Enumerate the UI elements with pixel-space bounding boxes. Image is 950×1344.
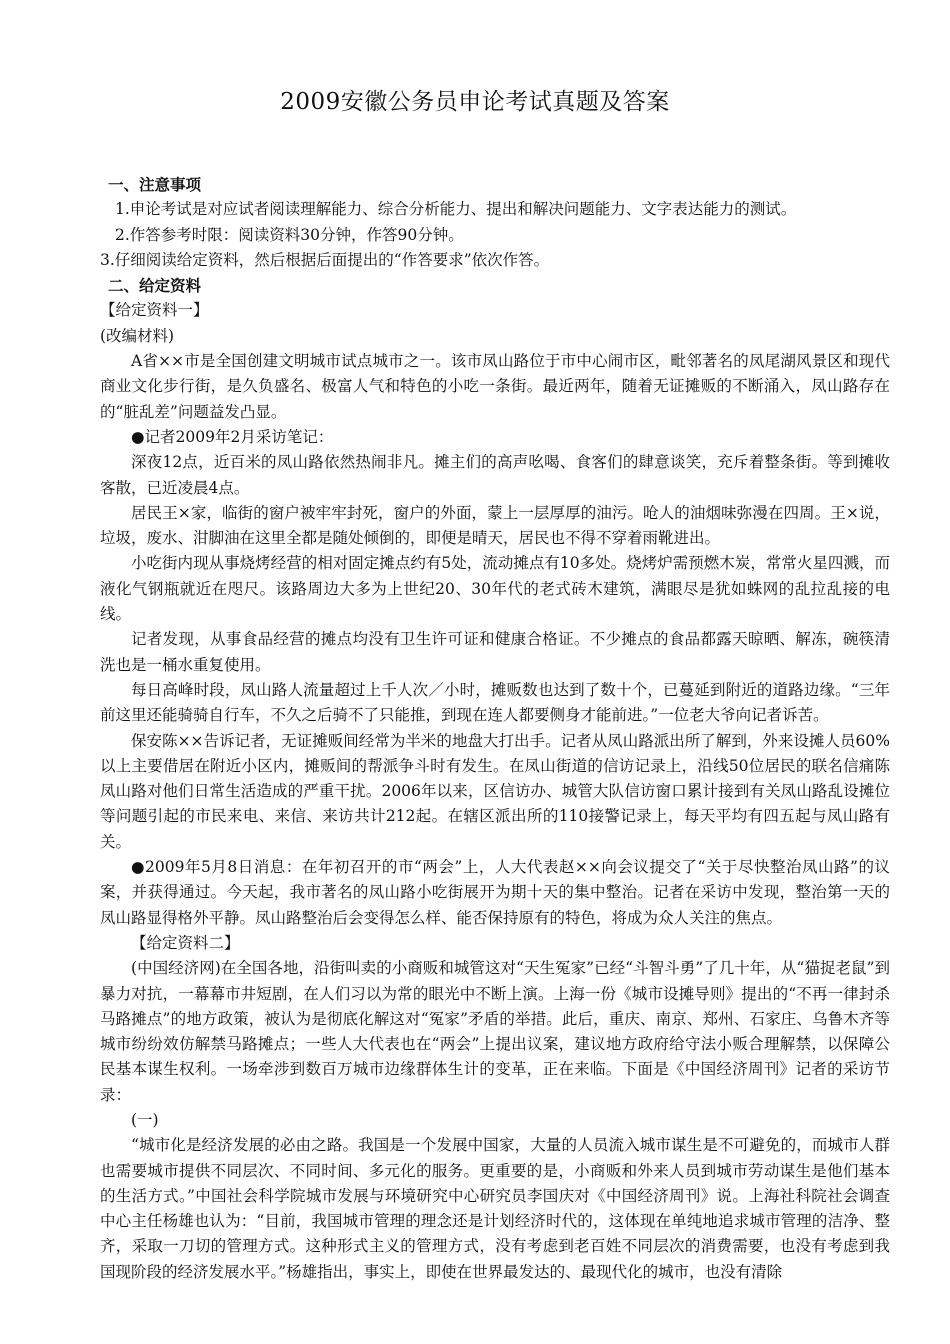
- material-1-paragraph: 每日高峰时段，凤山路人流量超过上千人次／小时，摊贩数也达到了数十个，已蔓延到附近的道路边缘。“三年前这里还能骑骑自行车，不久之后骑不了只能推，到现在连人都要侧身才能前进。”一位老大爷向记者诉苦。: [100, 680, 890, 725]
- notes-item-3: 3.仔细阅读给定资料，然后根据后面提出的“作答要求”依次作答。: [100, 250, 550, 269]
- section-heading-materials: 二、给定资料: [108, 276, 202, 296]
- material-1-paragraph: 居民王×家，临街的窗户被牢牢封死，窗户的外面，蒙上一层厚厚的油污。呛人的油烟味弥漫在四周。王×说，垃圾，废水、泔脚油在这里全都是随处倾倒的，即便是晴天，居民也不得不穿着雨靴进出。: [100, 503, 890, 548]
- material-1-paragraph: ●记者2009年2月采访笔记：: [131, 427, 334, 446]
- document-body: [100, 172, 890, 1285]
- material-2-paragraph: “城市化是经济发展的必由之路。我国是一个发展中国家，大量的人员流入城市谋生是不可避免的，而城市人群也需要城市提供不同层次、不同时间、多元化的服务。更重要的是，小商贩和外来人员到城市劳动谋生是他们基本的生活方式。”中国社会科学院城市发展与环境研究中心研究员李国庆对《中国经济周刊》说。上海社科院社会调查中心主任杨雄也认为：“目前，我国城市管理的理念还是计划经济时代的，这体现在单纯地追求城市管理的洁净、整齐，采取一刀切的管理方式。这种形式主义的管理方式，没有考虑到老百姓不同层次的消费需要，也没有考虑到我国现阶段的经济发展水平。”杨雄指出，事实上，即使在世界最发达的、最现代化的城市，也没有清除: [100, 1136, 890, 1281]
- material-1-label: 【给定资料一】: [100, 301, 209, 320]
- material-1-paragraph: ●2009年5月8日消息：在年初召开的市“两会”上，人大代表赵××向会议提交了“关于尽快整治凤山路”的议案，并获得通过。今天起，我市著名的凤山路小吃街展开为期十天的集中整治。记者在采访中发现，整治第一天的凤山路显得格外平静。凤山路整治后会变得怎么样、能否保持原有的特色，将成为众人关注的焦点。: [100, 858, 890, 927]
- notes-item-2: 2.作答参考时限：阅读资料30分钟，作答90分钟。: [115, 225, 464, 244]
- material-1-paragraph: 深夜12点，近百米的凤山路依然热闹非凡。摊主们的高声吆喝、食客们的肆意谈笑，充斥着整条街。等到摊收客散，已近凌晨4点。: [100, 453, 890, 497]
- material-1-paragraph: 小吃街内现从事烧烤经营的相对固定摊点约有5处，流动摊点有10多处。烧烤炉需预燃木炭，常常火星四溅，而液化气钢瓶就近在咫尺。该路周边大多为上世纪20、30年代的老式砖木建筑，满眼尽是犹如蛛网的乱拉乱接的电线。: [100, 554, 890, 624]
- material-2-subheading: (一): [131, 1110, 159, 1129]
- material-2-label: 【给定资料二】: [131, 933, 240, 952]
- material-1-paragraph: 保安陈××告诉记者，无证摊贩间经常为半米的地盘大打出手。记者从凤山路派出所了解到，外来设摊人员60%以上主要借居在附近小区内，摊贩间的帮派争斗时有发生。在凤山街道的信访记录上，沿线50位居民的联名信痛陈凤山路对他们日常生活造成的严重干扰。2006年以来，区信访办、城管大队信访窗口累计接到有关凤山路乱设摊位等问题引起的市民来电、来信、来访共计212起。在辖区派出所的110接警记录上，每天平均有四五起与凤山路有关。: [100, 731, 890, 851]
- material-2-paragraph: (中国经济网)在全国各地，沿街叫卖的小商贩和城管这对“天生冤家”已经“斗智斗勇”了几十年，从“猫捉老鼠”到暴力对抗，一幕幕市井短剧，在人们习以为常的眼光中不断上演。上海一份《城市设摊导则》提出的“不再一律封杀马路摊点”的地方政策，被认为是彻底化解这对“冤家”矛盾的举措。此后，重庆、南京、郑州、石家庄、乌鲁木齐等城市纷纷效仿解禁马路摊点；一些人大代表也在“两会”上提出议案，建议地方政府给守法小贩合理解禁，以保障公民基本谋生权利。一场牵涉到数百万城市边缘群体生计的变革，正在来临。下面是《中国经济周刊》记者的采访节录：: [100, 959, 890, 1104]
- section-heading-notes: 一、注意事项: [108, 175, 202, 194]
- document-title: 2009安徽公务员申论考试真题及答案: [280, 89, 670, 115]
- material-1-paragraph: A省××市是全国创建文明城市试点城市之一。该市凤山路位于市中心闹市区，毗邻著名的凤尾湖风景区和现代商业文化步行街，是久负盛名、极富人气和特色的小吃一条街。最近两年，随着无证摊贩的不断涌入，凤山路存在的“脏乱差”问题益发凸显。: [100, 352, 890, 421]
- material-1-paragraph: 记者发现，从事食品经营的摊点均没有卫生许可证和健康合格证。不少摊点的食品都露天晾晒、解冻，碗筷清洗也是一桶水重复使用。: [100, 630, 890, 674]
- material-1-source: (改编材料): [100, 326, 175, 345]
- notes-item-1: 1.申论考试是对应试者阅读理解能力、综合分析能力、提出和解决问题能力、文字表达能力的测试。: [115, 200, 797, 219]
